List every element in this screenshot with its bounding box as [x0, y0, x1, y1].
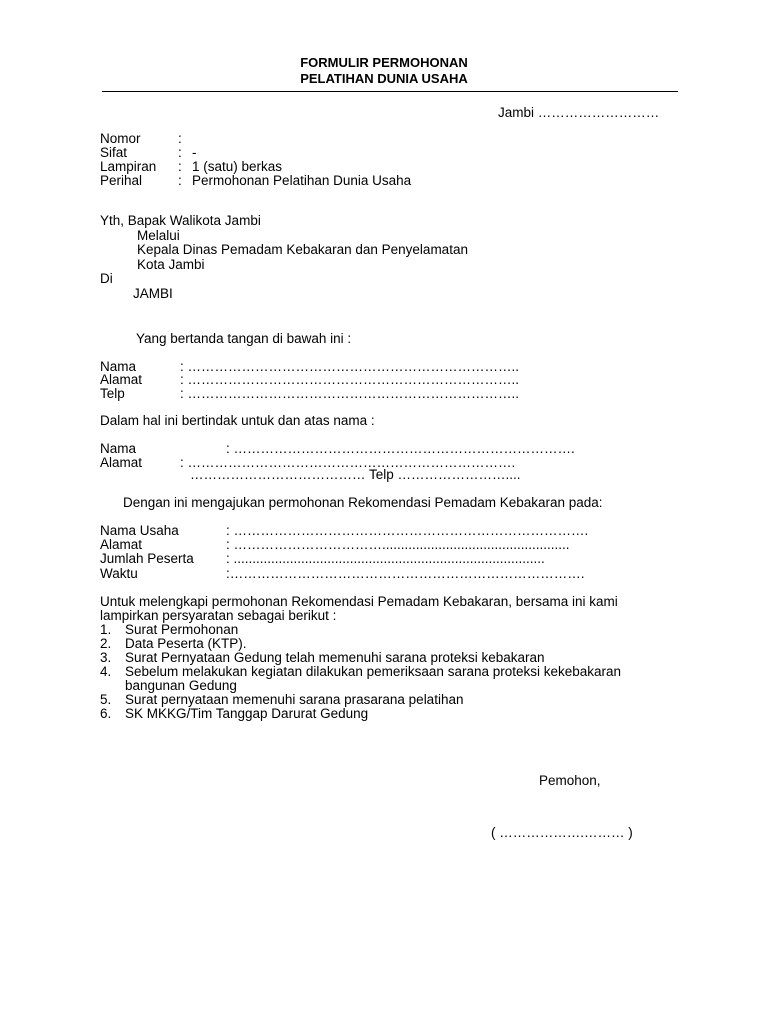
requirement-text: Data Peserta (KTP). — [125, 636, 247, 651]
requirement-text: Surat pernyataan memenuhi sarana prasarana pelatihan — [125, 692, 464, 707]
request-value-nama-usaha[interactable]: : ……………………………………………………………………. — [226, 523, 589, 538]
signer-label-telp: Telp — [100, 386, 125, 401]
meta-label-sifat: Sifat — [100, 145, 128, 160]
requirement-text: Surat Permohonan — [125, 622, 239, 637]
behalf-label-nama: Nama — [100, 441, 137, 456]
meta-sep-perihal: : — [178, 173, 182, 188]
request-intro: Dengan ini mengajukan permohonan Rekomendasi Pemadam Kebakaran pada: — [123, 495, 603, 510]
request-label-jumlah-peserta: Jumlah Peserta — [100, 551, 194, 566]
addressee-line: Yth, Bapak Walikota Jambi — [100, 213, 261, 228]
request-value-alamat[interactable]: : …………………………….................................................. — [226, 537, 570, 552]
header-divider — [102, 91, 678, 92]
place-date: Jambi ……………………… — [498, 105, 660, 120]
meta-sep-sifat: : — [178, 145, 182, 160]
meta-value-perihal: Permohonan Pelatihan Dunia Usaha — [192, 173, 412, 188]
behalf-value-alamat-line2[interactable]: ………………………………… Telp …………………….... — [190, 467, 521, 482]
signer-intro: Yang bertanda tangan di bawah ini : — [136, 331, 352, 346]
requirements-intro-line2: lampirkan persyaratan sebagai berikut : — [100, 608, 337, 623]
signer-value-alamat[interactable]: : ……………………………………………………………….. — [180, 372, 520, 387]
request-value-waktu[interactable]: :……………………………………………………………………. — [226, 566, 585, 581]
meta-label-lampiran: Lampiran — [100, 159, 157, 174]
requirement-number: 1. — [100, 622, 112, 637]
addressee-line: Kota Jambi — [137, 257, 205, 272]
addressee-line: Di — [100, 271, 113, 286]
meta-value-lampiran: 1 (satu) berkas — [192, 159, 283, 174]
signature-line[interactable]: ( ……………….……… ) — [491, 825, 633, 840]
requirements-intro-line1: Untuk melengkapi permohonan Rekomendasi Pemadam Kebakaran, bersama ini kami — [100, 594, 618, 609]
behalf-value-alamat[interactable]: : ………………………………………………………………. — [180, 455, 516, 470]
request-label-waktu: Waktu — [100, 566, 138, 581]
requirement-number: 6. — [100, 706, 112, 721]
signer-label-alamat: Alamat — [100, 372, 143, 387]
behalf-value-nama[interactable]: : …………………………………………………………………. — [226, 441, 575, 456]
requirement-number: 5. — [100, 692, 112, 707]
requirement-text: Surat Pernyataan Gedung telah memenuhi sarana proteksi kebakaran — [125, 650, 545, 665]
request-label-alamat: Alamat — [100, 537, 143, 552]
addressee-line: Melalui — [137, 228, 180, 243]
requirement-text: Sebelum melakukan kegiatan dilakukan pemeriksaan sarana proteksi kekebakaran — [125, 664, 622, 679]
meta-label-nomor: Nomor — [100, 131, 141, 146]
meta-sep-nomor: : — [178, 131, 182, 146]
form-title-line2: PELATIHAN DUNIA USAHA — [300, 71, 468, 86]
requirement-number: 3. — [100, 650, 112, 665]
signer-value-nama[interactable]: : ……………………………………………………………….. — [180, 359, 520, 374]
form-title-line1: FORMULIR PERMOHONAN — [300, 55, 468, 70]
addressee-line: Kepala Dinas Pemadam Kebakaran dan Penyelamatan — [137, 242, 468, 257]
requirement-number: 4. — [100, 664, 112, 679]
meta-label-perihal: Perihal — [100, 173, 143, 188]
behalf-label-alamat: Alamat — [100, 455, 143, 470]
applicant-label: Pemohon, — [539, 773, 601, 788]
requirement-text: SK MKKG/Tim Tanggap Darurat Gedung — [125, 706, 369, 721]
addressee-line: JAMBI — [133, 286, 173, 301]
behalf-intro: Dalam hal ini bertindak untuk dan atas nama : — [100, 413, 375, 428]
signer-label-nama: Nama — [100, 359, 137, 374]
request-value-jumlah-peserta[interactable]: : ................................................................................... — [226, 551, 545, 566]
requirement-text-continued: bangunan Gedung — [125, 678, 237, 693]
request-label-nama-usaha: Nama Usaha — [100, 523, 179, 538]
requirement-number: 2. — [100, 636, 112, 651]
meta-value-sifat: - — [192, 145, 197, 160]
meta-sep-lampiran: : — [178, 159, 182, 174]
signer-value-telp[interactable]: : ……………………………………………………………….. — [180, 386, 520, 401]
